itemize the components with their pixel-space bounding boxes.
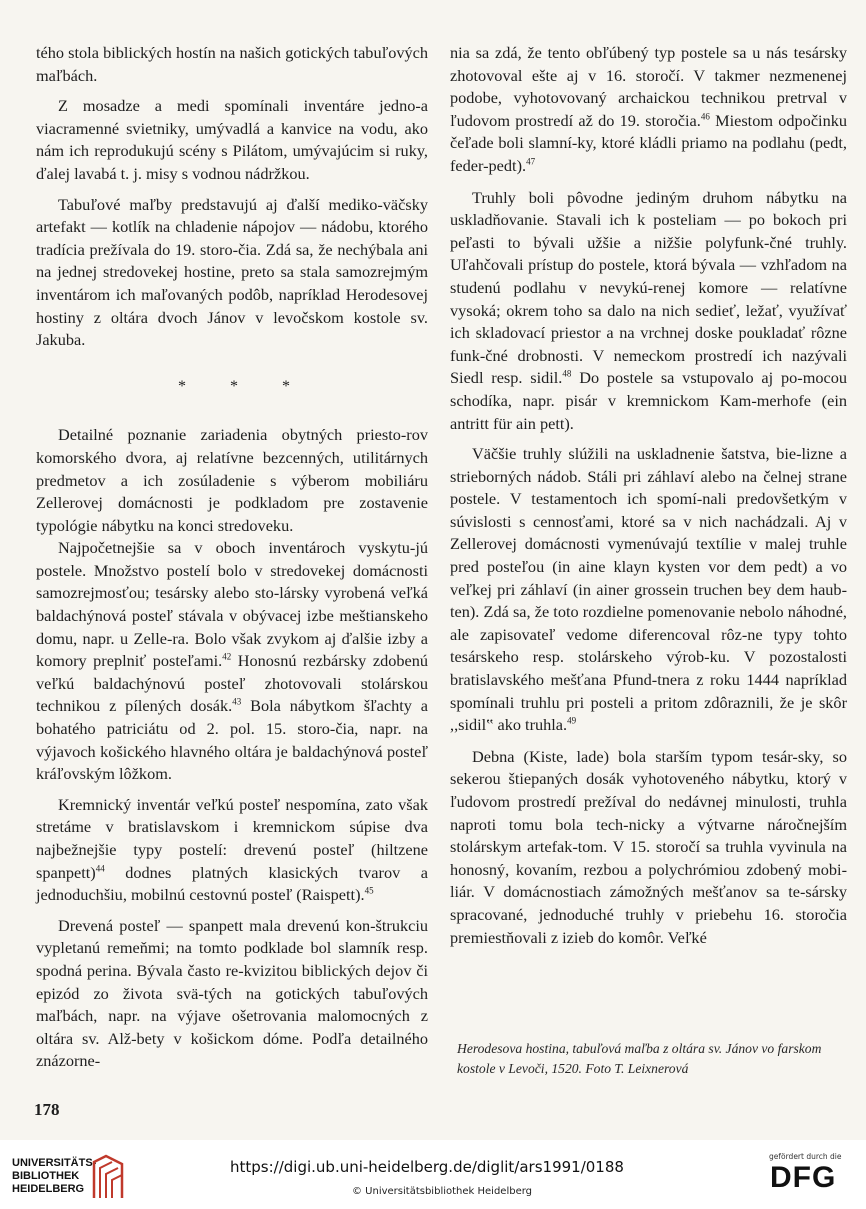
paragraph	[450, 42, 847, 178]
footnote-ref: 49	[567, 715, 577, 726]
text-span: Truhly boli pôvodne jediným druhom nábytku na uskladňovanie. Stavali ich k posteliam — po bokoch pri peľasti to bývali užšie a nižšie polyfunk-čné truhly. Uľahčovali prístup do postele, ktorá bývala — vzhľadom na studenú podlahu v nevykú-renej komore — relatívne vysoká; okrem toho sa dalo na nich sedieť, ležať, využívať ich skladovací priestor a na vrchnej doske poukladať rôzne funk-čné drobnosti. V nemeckom prostredí ich nazývali Siedl resp. sidil.	[450, 187, 847, 388]
copyright-notice: © Universitätsbibliothek Heidelberg	[352, 1186, 533, 1197]
footnote-ref: 44	[95, 863, 105, 874]
text-span: nia sa zdá, že tento obľúbený typ postele sa u nás tesársky zhotovoval ešte aj v 16. storočí. V takmer nezmenenej podobe, vyhotovovaný archaickou technikou pretrval v ľudovom prostredí až do 19. storočia.	[450, 43, 847, 130]
page-number: 178	[34, 1100, 60, 1119]
figure-caption	[457, 1039, 852, 1079]
university-library-logo[interactable]	[12, 1154, 127, 1200]
dfg-wordmark: DFG	[770, 1161, 837, 1194]
paragraph: Z mosadze a medi spomínali inventáre jedno-a viacramenné svietniky, umývadlá a kanvice na vodu, ako nám ich reprodukujú scény s Pilátom, umývajúcim si ruky, ďalej lavabá t. j. misy s vodnou nádržkou.	[36, 96, 428, 183]
footnote-ref: 42	[222, 651, 232, 662]
left-column	[36, 42, 428, 1073]
footnote-ref: 48	[562, 368, 572, 379]
paragraph	[450, 187, 847, 436]
paragraph: Debna (Kiste, lade) bola starším typom tesár-sky, so sekerou štiepaných dosák vyhotoveného nábytku, ktorý v ľudovom prostredí prežíval do nedávnej minulosti, truhla naproti tomu bola tech-nicky a výtvarne náročnejším stolárskym artefak-tom. V 15. storočí sa truhla vyvinula na honosný, kovaním, rezbou a polychrómiou zdobený mobi-liár. V domácnostiach zámožných mešťanov sa te-sársky spracované, jednoduché truhly v priebehu 16. storočia premiestňovali z izieb do komôr. Veľké	[450, 746, 847, 947]
library-name-line: UNIVERSITÄTS-	[12, 1157, 97, 1169]
paragraph	[36, 537, 428, 786]
text-span: Miestom odpočinku čeľade boli slamní-ky, ktoré kládli priamo na podlahu (pedt, feder-pedt).	[450, 110, 847, 175]
dfg-logo[interactable]	[769, 1152, 854, 1200]
caption-line: Herodesova hostina, tabuľová maľba z oltára sv. Jánov vo farskom	[457, 1041, 822, 1056]
footnote-ref: 46	[700, 111, 710, 122]
footnote-ref: 43	[232, 697, 242, 708]
paragraph: Drevená posteľ — spanpett mala drevenú kon-štrukciu vypletanú remeňmi; na tomto podklade bol slamník resp. spodná perina. Bývala často re-kvizitou biblických dejov či epizód zo života svä-tých na gotických tabuľových maľbách, napr. na výjave ošetrovania malomocných z oltára sv. Alž-bety v košickom dóme. Podľa detailného znázorne-	[36, 915, 428, 1071]
paragraph: tého stola biblických hostín na našich gotických tabuľových maľbách.	[36, 43, 428, 85]
caption-line: kostole v Levoči, 1520. Foto T. Leixnerová	[457, 1061, 689, 1076]
footnote-ref: 45	[364, 885, 374, 896]
text-span: Bola nábytkom šľachty a bohatého patriciátu od 2. pol. 15. storo-čia, napr. na výjavoch košického hlavného oltára je baldachýnová posteľ kráľovským lôžkom.	[36, 696, 429, 784]
text-span: dodnes platných klasických tvarov a jednoduchšiu, mobilnú cestovnú posteľ (Raispett).	[36, 862, 428, 905]
paragraph	[36, 794, 428, 907]
library-name	[12, 1157, 96, 1196]
library-emblem-icon	[88, 1154, 128, 1200]
text-span: Najpočetnejšie sa v oboch inventároch vyskytu-jú postele. Množstvo postelí bolo v stredovekej domácnosti samozrejmosťou; tesársky alebo sto-lársky vyrobená veľká baldachýnová posteľ stávala v obývacej izbe meštianskeho domu, napr. u Zelle-ra. Bolo však zvykom aj ďalšie izby a komory preplniť posteľami.	[36, 538, 428, 671]
text-span: Kremnický inventár veľkú posteľ nespomína, zato však stretáme v bratislavskom i kremnickom súpise dva najbežnejšie typy postelí: drevenú posteľ (hiltzene spanpett)	[36, 794, 428, 882]
funded-by-label: gefördert durch die	[769, 1152, 842, 1161]
paragraph: Detailné poznanie zariadenia obytných priesto-rov komorského dvora, aj relatívne bezcenných, utilitárnych predmetov a ich zosúladenie s výberom mobiliáru Zellerovej domácnosti je podkladom pre zostavenie typológie nábytku na konci stredoveku.	[36, 425, 428, 535]
footnote-ref: 47	[526, 156, 536, 167]
library-name-line: BIBLIOTHEK	[12, 1170, 80, 1182]
permalink-url[interactable]: https://digi.ub.uni-heidelberg.de/diglit/ars1991/0188	[230, 1158, 624, 1176]
section-separator: * * *	[178, 377, 310, 395]
text-span: Do postele sa vstupovalo aj po-mocou schodíka, napr. pisár v kremnickom Kam-merhofe (ein antritt für ain pett).	[450, 368, 848, 433]
library-name-line: HEIDELBERG	[12, 1183, 85, 1195]
text-span: Väčšie truhly slúžili na uskladnenie šatstva, bie-lizne a strieborných nádob. Stáli pri záhlaví alebo na čelnej strane postele. V testamentoch ich spomí-nali predovšetkým v súvislosti s cennosťami, ktoré sa v nich nachádzali. Aj v Zellerovej domácnosti vymenúvajú textílie v malej truhle pred posteľou (in aine klayn kysten vor dem pedt) a vo veľkej pri záhlaví (in ainer grossein truchen bey dem haub-ten). Zdá sa, že toto rozdielne pomenovanie nebolo náhodné, ale zapisovateľ vedome diferencoval rôz-ne typy tohto tesárskeho resp. stolárskeho výrob-ku. V pozostalosti bratislavského mešťana Pfund-tnera z roku 1444 napríklad spomínali truhlu pri posteli a pritom zdôraznili, že je skôr ,,sidil‟ ako truhla.	[450, 444, 847, 735]
right-column	[450, 42, 847, 949]
text-span: Honosnú rezbársky zdobenú veľkú baldachýnovú posteľ zhotovovali stolárskou technikou z pílených dosák.	[36, 651, 428, 716]
paragraph	[450, 443, 847, 737]
paragraph: Tabuľové maľby predstavujú aj ďalší mediko-väčsky artefakt — kotlík na chladenie nápojov — nádobu, ktorého tradícia prežívala do 19. storo-čia. Zdá sa, že nechýbala ani na jednej stredovekej hostine, preto sa stala samozrejmým inventárom ich maľovaných podôb, napríklad Herodesovej hostiny z oltára dvoch Jánov v levočskom kostole sv. Jakuba.	[36, 194, 428, 350]
